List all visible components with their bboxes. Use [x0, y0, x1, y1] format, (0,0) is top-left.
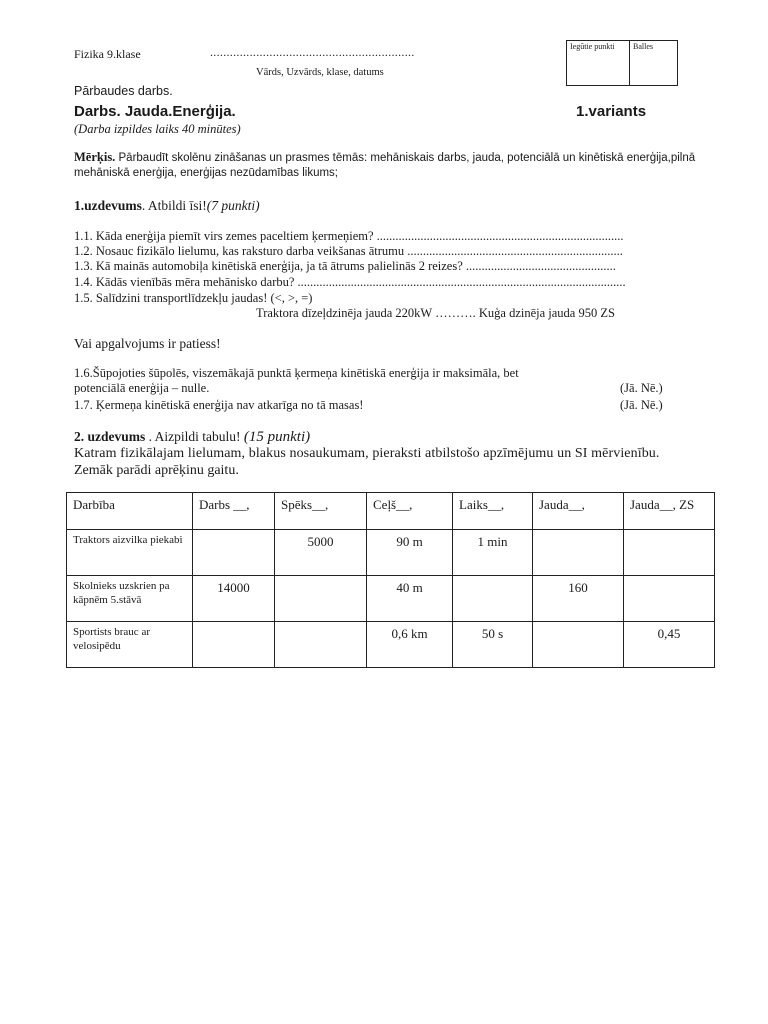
task1-points: (7 punkti): [206, 198, 260, 213]
cell-work[interactable]: [193, 530, 275, 576]
cell-distance[interactable]: 40 m: [367, 576, 453, 622]
question-1-1[interactable]: 1.1. Kāda enerģija piemīt virs zemes paceltiem ķermeņiem? ...............................................................................: [74, 229, 624, 243]
task1-heading: 1.uzdevums: [74, 198, 142, 213]
cell-work[interactable]: 14000: [193, 576, 275, 622]
question-1-7-choice[interactable]: (Jā. Nē.): [620, 398, 663, 412]
row-action-label: Traktors aizvilka piekabi: [67, 530, 193, 576]
header-work: Darbs __,: [193, 493, 275, 530]
points-cell[interactable]: [567, 41, 630, 86]
question-1-5-detail[interactable]: Traktora dīzeļdzinēja jauda 220kW ………. Kuģa dzinēja jauda 950 ZS: [256, 306, 615, 320]
task2-heading: 2. uzdevums: [74, 429, 146, 444]
table-row: [67, 576, 715, 622]
cell-force[interactable]: [275, 576, 367, 622]
cell-work[interactable]: [193, 622, 275, 668]
header-force: Spēks__,: [275, 493, 367, 530]
header-power-hp: Jauda__, ZS: [624, 493, 715, 530]
cell-time[interactable]: 50 s: [453, 622, 533, 668]
goal-text-1: Pārbaudīt skolēnu zināšanas un prasmes tēmās: mehāniskais darbs, jauda, potenciālā un kinētiskā enerģija,pilnā: [115, 152, 696, 164]
class-label: Fizika 9.klase: [74, 47, 141, 61]
variant-label: 1.variants: [576, 103, 647, 120]
row-action-label: Sportists brauc ar velosipēdu: [67, 622, 193, 668]
cell-time[interactable]: 1 min: [453, 530, 533, 576]
question-1-6-line-2: potenciālā enerģija – nulle.: [74, 381, 210, 395]
test-title: Darbs. Jauda.Enerģija.: [74, 103, 236, 120]
task2-text-1: Katram fizikālajam lielumam, blakus nosaukumam, pieraksti atbilstošo apzīmējumu un SI mērvienību.: [74, 446, 660, 461]
truth-prompt: Vai apgalvojums ir patiess!: [74, 336, 221, 351]
goal-line-2: mehāniskā enerģija, enerģijas nezūdamības likums;: [74, 167, 339, 179]
task2-instruction: . Aizpildi tabulu!: [145, 429, 244, 444]
cell-force[interactable]: [275, 622, 367, 668]
task2-table: [66, 492, 715, 668]
goal-label: Mērķis.: [74, 150, 116, 164]
row-action-label: Skolnieks uzskrien pa kāpnēm 5.stāvā: [67, 576, 193, 622]
points-label: Iegūtie punkti: [570, 42, 615, 51]
task2-points: (15 punkti): [243, 429, 311, 445]
cell-distance[interactable]: 90 m: [367, 530, 453, 576]
cell-power[interactable]: 160: [533, 576, 624, 622]
question-1-4[interactable]: 1.4. Kādās vienībās mēra mehānisko darbu? .........................................................................................................: [74, 275, 626, 289]
table-header-row: [67, 493, 715, 530]
duration-note: (Darba izpildes laiks 40 minūtes): [74, 122, 241, 136]
table-row: [67, 622, 715, 668]
score-box: [566, 40, 678, 86]
header-time: Laiks__,: [453, 493, 533, 530]
header-power: Jauda__,: [533, 493, 624, 530]
cell-distance[interactable]: 0,6 km: [367, 622, 453, 668]
name-fill-line[interactable]: ..............................................................: [210, 45, 415, 59]
cell-force[interactable]: 5000: [275, 530, 367, 576]
cell-power-hp[interactable]: [624, 576, 715, 622]
task1-instruction: . Atbildi īsi!: [141, 198, 207, 213]
header-distance: Ceļš__,: [367, 493, 453, 530]
grade-label: Balles: [633, 42, 653, 51]
task2-heading-line: [74, 429, 310, 446]
name-hint: Vārds, Uzvārds, klase, datums: [256, 67, 384, 78]
question-1-6-choice[interactable]: (Jā. Nē.): [620, 381, 663, 395]
cell-power-hp[interactable]: [624, 530, 715, 576]
cell-power[interactable]: [533, 622, 624, 668]
question-1-2[interactable]: 1.2. Nosauc fizikālo lielumu, kas raksturo darba veikšanas ātrumu .....................................................................: [74, 244, 623, 258]
test-subtitle: Pārbaudes darbs.: [74, 84, 173, 98]
question-1-6-line-1: 1.6.Šūpojoties šūpolēs, viszemākajā punktā ķermeņa kinētiskā enerģija ir maksimāla, bet: [74, 366, 519, 380]
grade-cell[interactable]: [630, 41, 678, 86]
cell-time[interactable]: [453, 576, 533, 622]
question-1-3[interactable]: 1.3. Kā mainās automobiļa kinētiskā enerģija, ja tā ātrums palielinās 2 reizes? ................................................: [74, 259, 616, 273]
cell-power-hp[interactable]: 0,45: [624, 622, 715, 668]
cell-power[interactable]: [533, 530, 624, 576]
question-1-7: 1.7. Ķermeņa kinētiskā enerģija nav atkarīga no tā masas!: [74, 398, 364, 412]
header-action: Darbība: [67, 493, 193, 530]
table-row: [67, 530, 715, 576]
question-1-5: 1.5. Salīdzini transportlīdzekļu jaudas! (<, >, =): [74, 291, 313, 305]
task2-text-2: Zemāk parādi aprēķinu gaitu.: [74, 463, 239, 478]
task1-heading-line: [74, 198, 260, 214]
